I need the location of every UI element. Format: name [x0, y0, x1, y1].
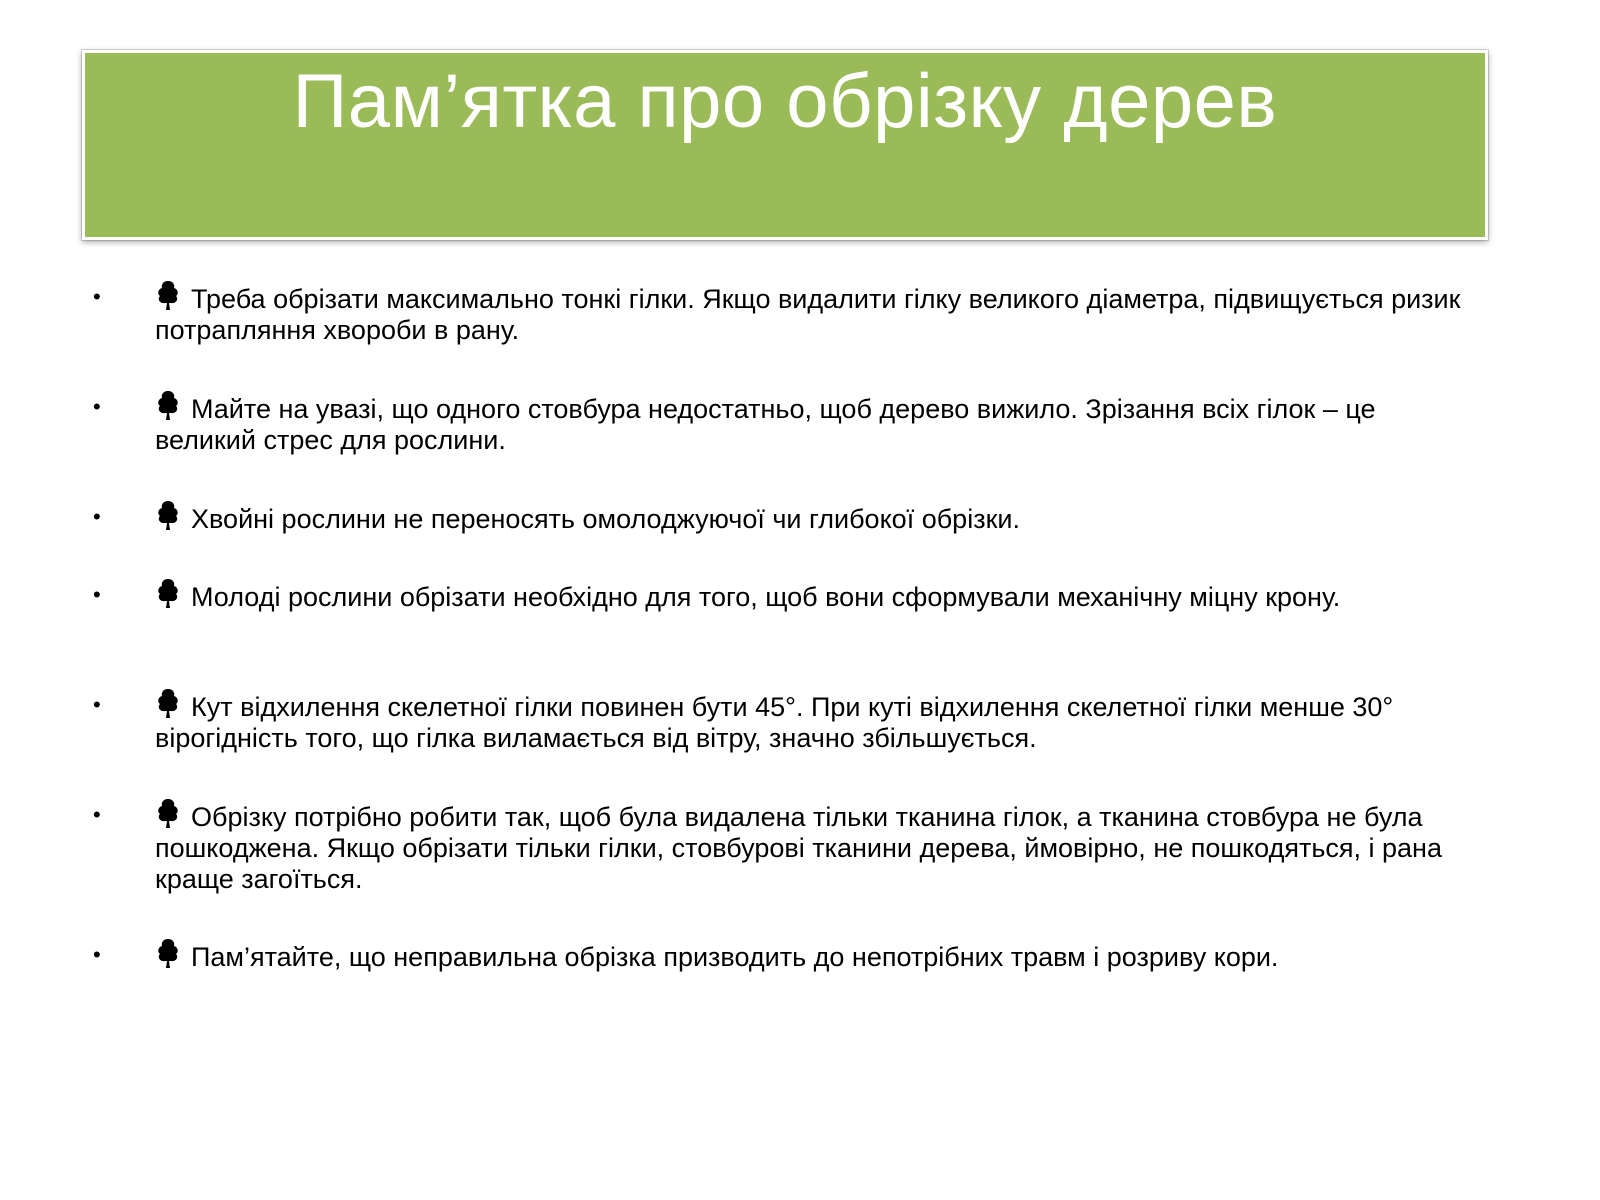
bullet-text-block: [155, 938, 1475, 973]
tree-icon: [155, 390, 181, 421]
tree-icon: [155, 500, 181, 531]
bullet-text: Пам’ятайте, що неправильна обрізка призводить до непотрібних травм і розриву кори.: [191, 942, 1279, 972]
bullet-text: Обрізку потрібно робити так, щоб була видалена тільки тканина гілок, а тканина стовбура не була пошкоджена. Якщо обрізати тільки гілки, стовбурові тканини дерева, ймовірно, не пошкодяться, і рана краще загоїться.: [155, 802, 1442, 894]
bullet-text-block: [155, 280, 1475, 346]
tree-icon: [155, 688, 181, 719]
bullet-dot: •: [93, 692, 101, 717]
bullet-dot: •: [93, 394, 101, 419]
slide-title: Пам’ятка про обрізку дерев: [292, 59, 1278, 144]
tree-icon: [155, 280, 181, 311]
bullet-dot: •: [93, 284, 101, 309]
bullet-text: Кут відхилення скелетної гілки повинен бути 45°. При куті відхилення скелетної гілки менше 30° вірогідність того, що гілка виламається від вітру, значно збільшується.: [155, 692, 1394, 753]
bullet-text: Майте на увазі, що одного стовбура недостатньо, щоб дерево вижило. Зрізання всіх гілок – це великий стрес для рослини.: [155, 394, 1376, 455]
bullet-text-block: [155, 798, 1475, 895]
tree-icon: [155, 938, 181, 969]
tree-icon: [155, 578, 181, 609]
bullet-text: Хвойні рослини не переносять омолоджуючої чи глибокої обрізки.: [191, 504, 1020, 534]
bullet-dot: •: [93, 802, 101, 827]
bullet-text-block: [155, 500, 1475, 535]
bullet-text-block: [155, 390, 1475, 456]
bullet-dot: •: [93, 582, 101, 607]
bullet-text-block: [155, 688, 1475, 754]
bullet-text: Треба обрізати максимально тонкі гілки. Якщо видалити гілку великого діаметра, підвищується ризик потрапляння хвороби в рану.: [155, 284, 1461, 345]
bullet-dot: •: [93, 942, 101, 967]
tree-icon: [155, 798, 181, 829]
bullet-text-block: [155, 578, 1475, 613]
bullet-dot: •: [93, 504, 101, 529]
bullet-text: Молоді рослини обрізати необхідно для того, щоб вони сформували механічну міцну крону.: [191, 582, 1341, 612]
